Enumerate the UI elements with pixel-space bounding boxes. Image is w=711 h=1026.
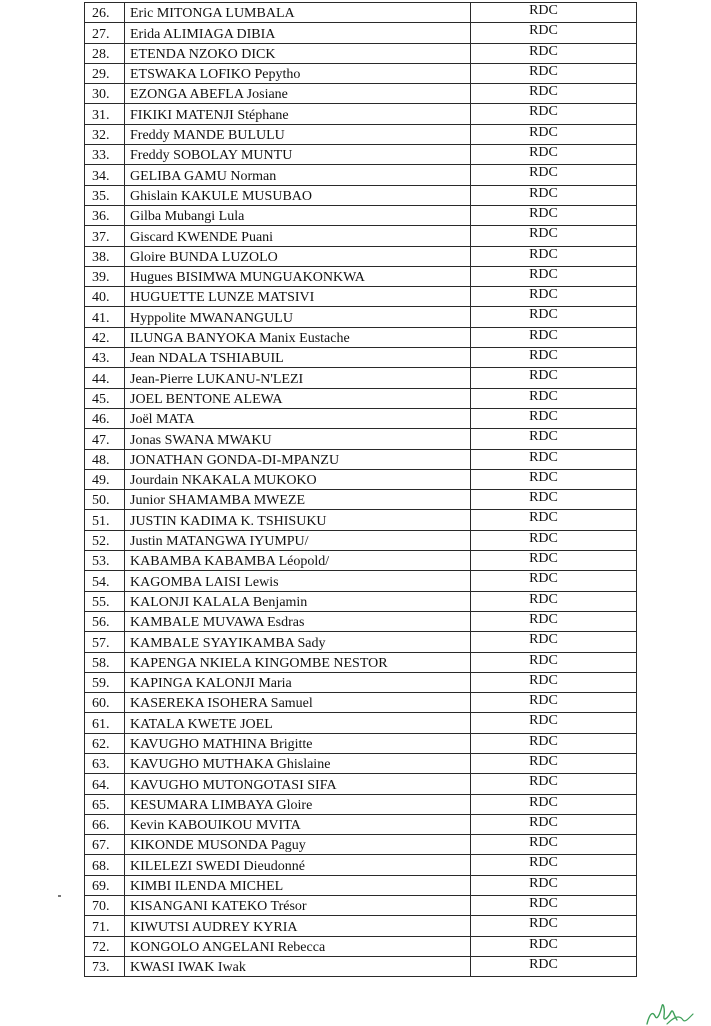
row-number: 31.	[85, 104, 125, 124]
table-row	[85, 733, 637, 753]
participant-country: RDC	[471, 368, 637, 388]
row-number: 73.	[85, 956, 125, 976]
participant-country: RDC	[471, 835, 637, 855]
participant-name: HUGUETTE LUNZE MATSIVI	[125, 287, 471, 307]
participant-country: RDC	[471, 490, 637, 510]
row-number: 39.	[85, 266, 125, 286]
table-row	[85, 23, 637, 43]
table-row	[85, 855, 637, 875]
participant-country: RDC	[471, 956, 637, 976]
row-number: 65.	[85, 794, 125, 814]
row-number: 38.	[85, 246, 125, 266]
table-row	[85, 936, 637, 956]
participant-country: RDC	[471, 774, 637, 794]
row-number: 56.	[85, 611, 125, 631]
participant-name: Ghislain KAKULE MUSUBAO	[125, 185, 471, 205]
table-row	[85, 307, 637, 327]
participant-country: RDC	[471, 205, 637, 225]
table-row	[85, 753, 637, 773]
participant-name: ETSWAKA LOFIKO Pepytho	[125, 63, 471, 83]
table-row	[85, 3, 637, 23]
participant-country: RDC	[471, 84, 637, 104]
participant-name: ILUNGA BANYOKA Manix Eustache	[125, 327, 471, 347]
table-row	[85, 124, 637, 144]
participant-country: RDC	[471, 591, 637, 611]
participant-name: Giscard KWENDE Puani	[125, 226, 471, 246]
table-row	[85, 63, 637, 83]
row-number: 48.	[85, 449, 125, 469]
participant-name: KAVUGHO MUTONGOTASI SIFA	[125, 774, 471, 794]
table-row	[85, 652, 637, 672]
participant-country: RDC	[471, 43, 637, 63]
scan-speck	[58, 895, 61, 897]
row-number: 57.	[85, 632, 125, 652]
participant-country: RDC	[471, 327, 637, 347]
row-number: 71.	[85, 916, 125, 936]
table-row	[85, 266, 637, 286]
participant-name: KESUMARA LIMBAYA Gloire	[125, 794, 471, 814]
participant-country: RDC	[471, 632, 637, 652]
participant-country: RDC	[471, 124, 637, 144]
table-row	[85, 490, 637, 510]
participant-country: RDC	[471, 165, 637, 185]
participant-name: KILELEZI SWEDI Dieudonné	[125, 855, 471, 875]
row-number: 60.	[85, 693, 125, 713]
participant-country: RDC	[471, 226, 637, 246]
row-number: 26.	[85, 3, 125, 23]
participant-name: KATALA KWETE JOEL	[125, 713, 471, 733]
participant-country: RDC	[471, 408, 637, 428]
row-number: 29.	[85, 63, 125, 83]
participant-name: Freddy MANDE BULULU	[125, 124, 471, 144]
row-number: 50.	[85, 490, 125, 510]
table-row	[85, 875, 637, 895]
participant-country: RDC	[471, 693, 637, 713]
participant-country: RDC	[471, 733, 637, 753]
participant-name: KIMBI ILENDA MICHEL	[125, 875, 471, 895]
table-row	[85, 632, 637, 652]
table-row	[85, 226, 637, 246]
participant-country: RDC	[471, 287, 637, 307]
row-number: 67.	[85, 835, 125, 855]
row-number: 45.	[85, 388, 125, 408]
participant-country: RDC	[471, 469, 637, 489]
participant-name: GELIBA GAMU Norman	[125, 165, 471, 185]
row-number: 41.	[85, 307, 125, 327]
participant-name: KIWUTSI AUDREY KYRIA	[125, 916, 471, 936]
table-row	[85, 205, 637, 225]
row-number: 32.	[85, 124, 125, 144]
participant-name: KAMBALE SYAYIKAMBA Sady	[125, 632, 471, 652]
table-row	[85, 693, 637, 713]
row-number: 28.	[85, 43, 125, 63]
table-row	[85, 429, 637, 449]
table-row	[85, 510, 637, 530]
table-row	[85, 165, 637, 185]
row-number: 36.	[85, 205, 125, 225]
participant-country: RDC	[471, 145, 637, 165]
row-number: 37.	[85, 226, 125, 246]
participant-name: Hugues BISIMWA MUNGUAKONKWA	[125, 266, 471, 286]
participant-table-body	[85, 3, 637, 977]
participant-name: Jonas SWANA MWAKU	[125, 429, 471, 449]
table-row	[85, 672, 637, 692]
row-number: 53.	[85, 551, 125, 571]
table-row	[85, 916, 637, 936]
participant-name: Erida ALIMIAGA DIBIA	[125, 23, 471, 43]
row-number: 52.	[85, 530, 125, 550]
participant-name: JONATHAN GONDA-DI-MPANZU	[125, 449, 471, 469]
participant-country: RDC	[471, 348, 637, 368]
table-row	[85, 571, 637, 591]
row-number: 44.	[85, 368, 125, 388]
participant-name: KAGOMBA LAISI Lewis	[125, 571, 471, 591]
participant-name: JOEL BENTONE ALEWA	[125, 388, 471, 408]
table-row	[85, 84, 637, 104]
table-row	[85, 185, 637, 205]
participant-name: KAMBALE MUVAWA Esdras	[125, 611, 471, 631]
participant-country: RDC	[471, 307, 637, 327]
table-row	[85, 713, 637, 733]
participant-name: JUSTIN KADIMA K. TSHISUKU	[125, 510, 471, 530]
participant-name: FIKIKI MATENJI Stéphane	[125, 104, 471, 124]
table-row	[85, 449, 637, 469]
participant-name: ETENDA NZOKO DICK	[125, 43, 471, 63]
participant-name: KAPINGA KALONJI Maria	[125, 672, 471, 692]
table-row	[85, 43, 637, 63]
participant-name: Justin MATANGWA IYUMPU/	[125, 530, 471, 550]
table-row	[85, 835, 637, 855]
row-number: 34.	[85, 165, 125, 185]
row-number: 35.	[85, 185, 125, 205]
row-number: 59.	[85, 672, 125, 692]
participant-country: RDC	[471, 530, 637, 550]
participant-table	[84, 2, 637, 977]
row-number: 27.	[85, 23, 125, 43]
participant-name: KALONJI KALALA Benjamin	[125, 591, 471, 611]
participant-country: RDC	[471, 571, 637, 591]
participant-country: RDC	[471, 916, 637, 936]
participant-country: RDC	[471, 63, 637, 83]
participant-country: RDC	[471, 611, 637, 631]
participant-country: RDC	[471, 449, 637, 469]
participant-country: RDC	[471, 855, 637, 875]
table-row	[85, 611, 637, 631]
participant-name: Freddy SOBOLAY MUNTU	[125, 145, 471, 165]
row-number: 55.	[85, 591, 125, 611]
participant-country: RDC	[471, 3, 637, 23]
row-number: 47.	[85, 429, 125, 449]
participant-name: Jean NDALA TSHIABUIL	[125, 348, 471, 368]
row-number: 51.	[85, 510, 125, 530]
row-number: 33.	[85, 145, 125, 165]
participant-country: RDC	[471, 429, 637, 449]
table-row	[85, 368, 637, 388]
row-number: 46.	[85, 408, 125, 428]
participant-country: RDC	[471, 185, 637, 205]
row-number: 40.	[85, 287, 125, 307]
participant-country: RDC	[471, 794, 637, 814]
table-row	[85, 774, 637, 794]
participant-name: KABAMBA KABAMBA Léopold/	[125, 551, 471, 571]
participant-name: KIKONDE MUSONDA Paguy	[125, 835, 471, 855]
table-row	[85, 246, 637, 266]
row-number: 70.	[85, 896, 125, 916]
row-number: 42.	[85, 327, 125, 347]
table-row	[85, 388, 637, 408]
row-number: 49.	[85, 469, 125, 489]
table-row	[85, 327, 637, 347]
row-number: 66.	[85, 814, 125, 834]
participant-name: Gloire BUNDA LUZOLO	[125, 246, 471, 266]
signature-mark-icon	[643, 994, 703, 1026]
table-row	[85, 348, 637, 368]
participant-country: RDC	[471, 814, 637, 834]
row-number: 30.	[85, 84, 125, 104]
table-row	[85, 794, 637, 814]
participant-country: RDC	[471, 23, 637, 43]
row-number: 64.	[85, 774, 125, 794]
table-row	[85, 530, 637, 550]
participant-name: KISANGANI KATEKO Trésor	[125, 896, 471, 916]
table-row	[85, 287, 637, 307]
participant-name: KWASI IWAK Iwak	[125, 956, 471, 976]
row-number: 62.	[85, 733, 125, 753]
row-number: 68.	[85, 855, 125, 875]
participant-country: RDC	[471, 753, 637, 773]
participant-country: RDC	[471, 104, 637, 124]
participant-country: RDC	[471, 510, 637, 530]
participant-name: Eric MITONGA LUMBALA	[125, 3, 471, 23]
table-row	[85, 469, 637, 489]
participant-country: RDC	[471, 713, 637, 733]
table-row	[85, 896, 637, 916]
participant-country: RDC	[471, 875, 637, 895]
participant-country: RDC	[471, 936, 637, 956]
participant-country: RDC	[471, 896, 637, 916]
table-row	[85, 408, 637, 428]
table-row	[85, 551, 637, 571]
row-number: 61.	[85, 713, 125, 733]
participant-name: Kevin KABOUIKOU MVITA	[125, 814, 471, 834]
participant-name: Jean-Pierre LUKANU-N'LEZI	[125, 368, 471, 388]
row-number: 58.	[85, 652, 125, 672]
table-row	[85, 956, 637, 976]
participant-name: Jourdain NKAKALA MUKOKO	[125, 469, 471, 489]
participant-name: Junior SHAMAMBA MWEZE	[125, 490, 471, 510]
participant-name: KAVUGHO MATHINA Brigitte	[125, 733, 471, 753]
table-row	[85, 104, 637, 124]
participant-country: RDC	[471, 652, 637, 672]
participant-name: Gilba Mubangi Lula	[125, 205, 471, 225]
participant-name: KAPENGA NKIELA KINGOMBE NESTOR	[125, 652, 471, 672]
participant-country: RDC	[471, 672, 637, 692]
row-number: 69.	[85, 875, 125, 895]
participant-name: KONGOLO ANGELANI Rebecca	[125, 936, 471, 956]
participant-country: RDC	[471, 388, 637, 408]
row-number: 63.	[85, 753, 125, 773]
row-number: 54.	[85, 571, 125, 591]
participant-name: KAVUGHO MUTHAKA Ghislaine	[125, 753, 471, 773]
participant-country: RDC	[471, 266, 637, 286]
row-number: 72.	[85, 936, 125, 956]
participant-name: EZONGA ABEFLA Josiane	[125, 84, 471, 104]
participant-country: RDC	[471, 246, 637, 266]
table-row	[85, 591, 637, 611]
participant-name: Hyppolite MWANANGULU	[125, 307, 471, 327]
table-row	[85, 145, 637, 165]
participant-country: RDC	[471, 551, 637, 571]
participant-name: KASEREKA ISOHERA Samuel	[125, 693, 471, 713]
row-number: 43.	[85, 348, 125, 368]
participant-name: Joël MATA	[125, 408, 471, 428]
table-row	[85, 814, 637, 834]
